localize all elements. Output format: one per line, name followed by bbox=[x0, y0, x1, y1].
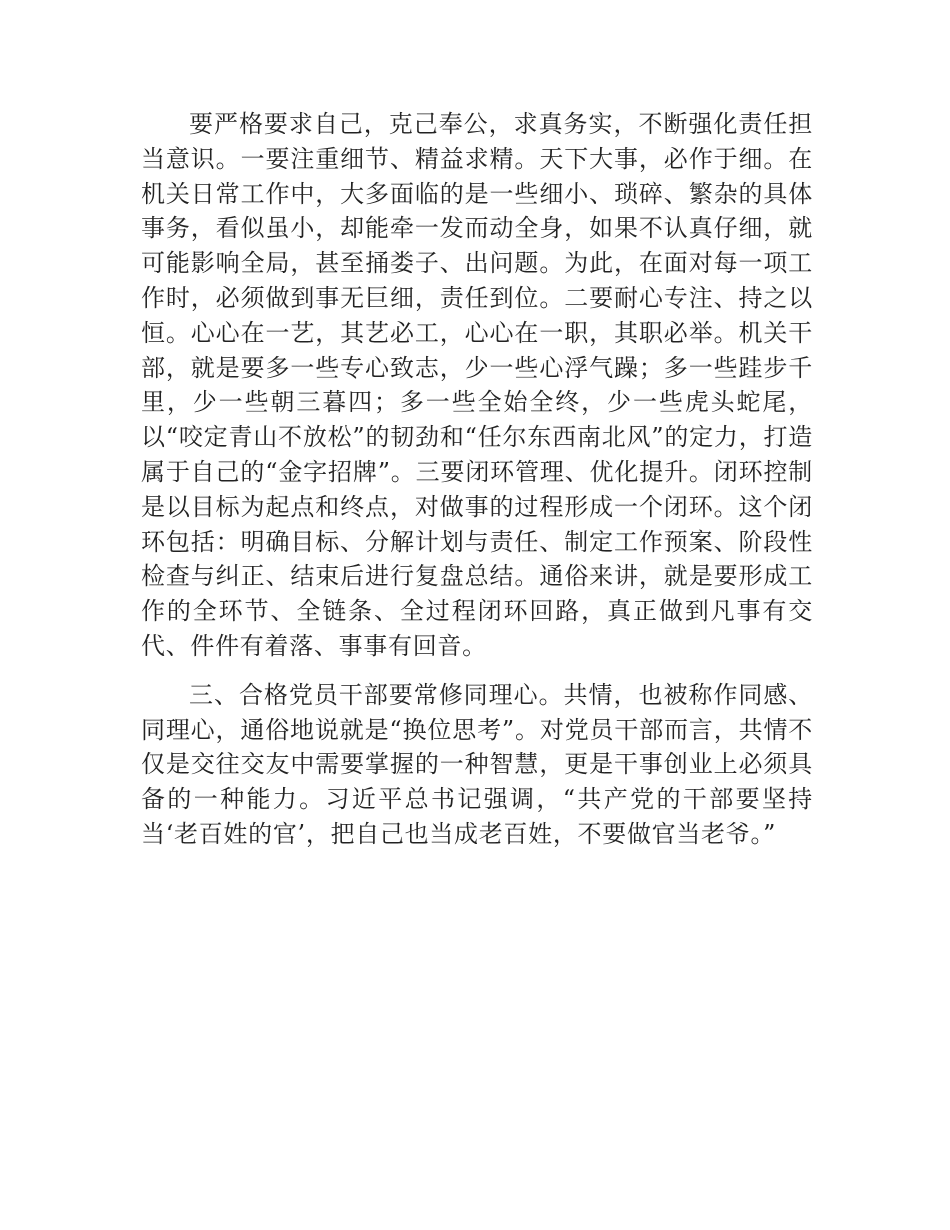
paragraph-responsibility: 要严格要求自己，克己奉公，求真务实，不断强化责任担当意识。一要注重细节、精益求精。天下大事，必作于细。在机关日常工作中，大多面临的是一些细小、琐碎、繁杂的具体事务，看似虽小，却能牵一发而动全身，如果不认真仔细，就可能影响全局，甚至捅娄子、出问题。为此，在面对每一项工作时，必须做到事无巨细，责任到位。二要耐心专注、持之以恒。心心在一艺，其艺必工，心心在一职，其职必举。机关干部，就是要多一些专心致志，少一些心浮气躁；多一些跬步千里，少一些朝三暮四；多一些全始全终，少一些虎头蛇尾，以“咬定青山不放松”的韧劲和“任尔东西南北风”的定力，打造属于自己的“金字招牌”。三要闭环管理、优化提升。闭环控制是以目标为起点和终点，对做事的过程形成一个闭环。这个闭环包括：明确目标、分解计划与责任、制定工作预案、阶段性检查与纠正、结束后进行复盘总结。通俗来讲，就是要形成工作的全环节、全链条、全过程闭环回路，真正做到凡事有交代、件件有着落、事事有回音。 bbox=[141, 110, 813, 660]
document-body bbox=[141, 107, 813, 852]
paragraph-empathy: 三、合格党员干部要常修同理心。共情，也被称作同感、同理心，通俗地说就是“换位思考”。对党员干部而言，共情不仅是交往交友中需要掌握的一种智慧，更是干事创业上必须具备的一种能力。习近平总书记强调，“共产党的干部要坚持当‘老百姓的官’，把自己也当成老百姓，不要做官当老爷。” bbox=[141, 680, 813, 848]
